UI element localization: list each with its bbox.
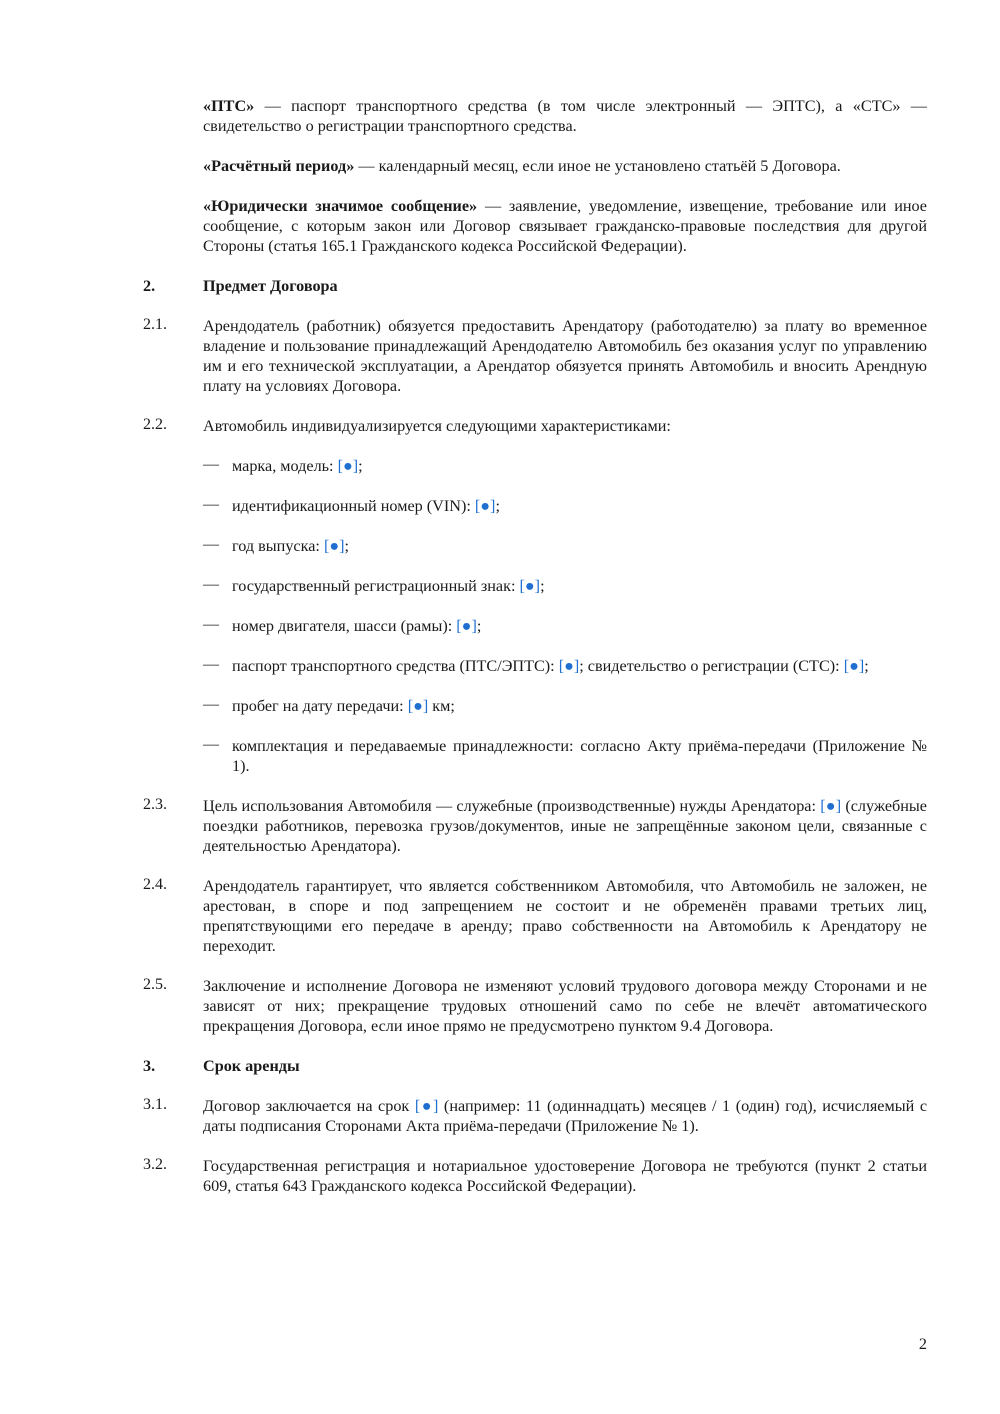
bullet-text: км; — [428, 697, 455, 715]
bullet-pts-sts — [203, 656, 927, 676]
bullet-text: ; — [864, 657, 869, 675]
bullet-text: ; — [344, 537, 350, 555]
definition-billing-period — [203, 156, 927, 176]
placeholder-marker: [●] — [820, 797, 842, 815]
bullet-text: марка, модель: — [232, 457, 338, 475]
section-number: 2. — [143, 277, 156, 295]
placeholder-marker: [●] — [558, 657, 580, 675]
placeholder-marker: [●] — [456, 617, 477, 635]
clause-text: Государственная регистрация и нотариальное удостоверение Договора не требуются (пункт 2 статьи 609, статья 643 Гражданского кодекса Российской Федерации). — [203, 1157, 927, 1195]
clause-number: 3.1. — [143, 1096, 167, 1113]
clause-2-5 — [143, 976, 927, 1036]
clause-number: 3.2. — [143, 1156, 167, 1173]
dash-marker: — — [203, 616, 219, 633]
bullet-vin — [203, 496, 927, 516]
bullet-text: идентификационный номер (VIN): — [232, 497, 475, 515]
definition-text: — паспорт транспортного средства (в том числе электронный — ЭПТС), а «СТС» — свидетельство о регистрации транспортного средства. — [203, 97, 927, 135]
section-number: 3. — [143, 1057, 156, 1075]
bullet-mileage — [203, 696, 927, 716]
definition-text: — заявление, уведомление, извещение, требование или иное сообщение, с которым закон или Договор связывает гражданско-правовые последствия для другой Стороны (статья 165.1 Гражданского кодекса Российской Федерации). — [203, 197, 927, 255]
section-title: Срок аренды — [203, 1057, 300, 1075]
bullet-text: ; свидетельство о регистрации (СТС): — [579, 657, 844, 675]
bullet-equipment — [203, 736, 927, 776]
bullet-text: паспорт транспортного средства (ПТС/ЭПТС): — [232, 657, 559, 675]
placeholder-marker: [●] — [519, 577, 541, 595]
clause-2-4 — [143, 876, 927, 956]
definition-term: «ПТС» — [203, 97, 255, 115]
placeholder-marker: [●] — [323, 537, 345, 555]
placeholder-marker: [●] — [337, 457, 359, 475]
page-number: 2 — [918, 1335, 927, 1353]
clause-text: Цель использования Автомобиля — служебные (производственные) нужды Арендатора: — [203, 797, 821, 815]
clause-number: 2.2. — [143, 416, 167, 433]
dash-marker: — — [203, 536, 219, 553]
bullet-text: ; — [358, 457, 363, 475]
section-heading-3 — [143, 1056, 927, 1076]
clause-text: Договор заключается на срок — [203, 1097, 415, 1115]
placeholder-marker: [●] — [407, 697, 429, 715]
clause-number: 2.3. — [143, 796, 167, 813]
dash-marker: — — [203, 696, 219, 713]
bullet-text: ; — [540, 577, 545, 595]
dash-marker: — — [203, 456, 219, 473]
clause-text: Арендодатель (работник) обязуется предоставить Арендатору (работодателю) за плату во временное владение и пользование принадлежащий Арендодателю Автомобиль без оказания услуг по управлению им и его технической эксплуатации, а Арендатор обязуется принять Автомобиль и вносить Арендную плату на условиях Договора. — [203, 317, 927, 395]
clause-text: Арендодатель гарантирует, что является собственником Автомобиля, что Автомобиль не заложен, не арестован, в споре и под запрещением не состоит и не обременён правами третьих лиц, препятствующими его передаче в аренду; право собственности на Автомобиль к Арендатору не переходит. — [203, 877, 927, 955]
placeholder-marker: [●] — [414, 1097, 439, 1115]
bullet-text: ; — [495, 497, 500, 515]
bullet-year — [203, 536, 927, 556]
definition-text: — календарный месяц, если иное не установлено статьёй 5 Договора. — [354, 157, 841, 175]
dash-marker: — — [203, 656, 219, 673]
clause-3-2 — [143, 1156, 927, 1196]
definition-pts — [203, 96, 927, 136]
bullet-text: пробег на дату передачи: — [232, 697, 408, 715]
bullet-text: год выпуска: — [232, 537, 324, 555]
clause-number: 2.5. — [143, 976, 167, 993]
section-heading-2 — [143, 276, 927, 296]
bullet-text: комплектация и передаваемые принадлежности: согласно Акту приёма-передачи (Приложение № 1). — [232, 737, 927, 775]
clause-number: 2.1. — [143, 316, 167, 333]
bullet-engine — [203, 616, 927, 636]
clause-text: Заключение и исполнение Договора не изменяют условий трудового договора между Сторонами и не зависят от них; прекращение трудовых отношений само по себе не влечёт автоматического прекращения Договора, если иное прямо не предусмотрено пунктом 9.4 Договора. — [203, 977, 927, 1035]
bullet-text: государственный регистрационный знак: — [232, 577, 520, 595]
section-title: Предмет Договора — [203, 277, 338, 295]
clause-number: 2.4. — [143, 876, 167, 893]
clause-3-1 — [143, 1096, 927, 1136]
bullet-text: номер двигателя, шасси (рамы): — [232, 617, 457, 635]
bullet-text: ; — [476, 617, 482, 635]
clause-2-3 — [143, 796, 927, 856]
definition-term: «Юридически значимое сообщение» — [203, 197, 478, 215]
placeholder-marker: [●] — [474, 497, 496, 515]
placeholder-marker: [●] — [843, 657, 865, 675]
clause-text: (служебные поездки работников, перевозка грузов/документов, иные не запрещённые законом цели, связанные с деятельностью Арендатора). — [203, 797, 927, 855]
dash-marker: — — [203, 736, 219, 753]
clause-text: Автомобиль индивидуализируется следующими характеристиками: — [203, 417, 671, 435]
definition-term: «Расчётный период» — [203, 157, 355, 175]
clause-2-2 — [143, 416, 927, 436]
bullet-plate — [203, 576, 927, 596]
clause-2-1 — [143, 316, 927, 396]
bullet-make-model — [203, 456, 927, 476]
text-column — [143, 96, 927, 1216]
definition-legal-message — [203, 196, 927, 256]
clause-text: (например: 11 (одиннадцать) месяцев / 1 (один) год), исчисляемый с даты подписания Сторонами Акта приёма-передачи (Приложение № 1). — [203, 1097, 927, 1135]
dash-marker: — — [203, 576, 219, 593]
dash-marker: — — [203, 496, 219, 513]
